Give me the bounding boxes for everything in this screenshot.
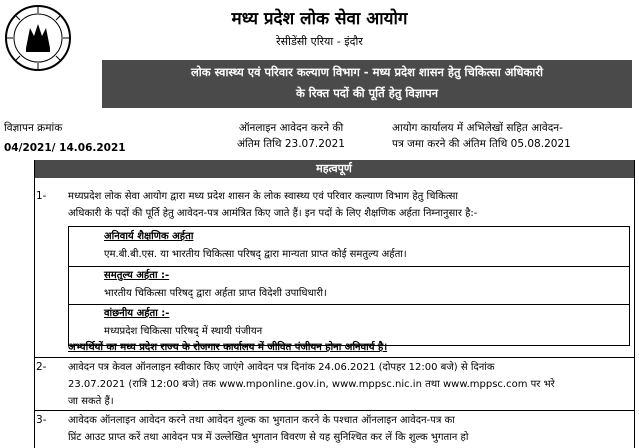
office-deadline <box>392 120 634 152</box>
item-3-line-2: प्रिंट आउट प्राप्त करें तथा आवेदन पत्र में उल्लेखित भुगतान विवरण से यह सुनिश्चित कर लें कि शुल्क भुगतान हो <box>68 432 469 443</box>
item-1-line-1: मध्यप्रदेश लोक सेवा आयोग द्वारा मध्य प्रदेश शासन के लोक स्वास्थ्य एवं परिवार कल्याण विभाग हेतु चिकित्सा <box>68 191 458 202</box>
equivalent-qualification-heading: समतुल्य अर्हता :- <box>104 270 170 281</box>
banner-line-2: के रिक्त पदों की पूर्ति हेतु विज्ञापन <box>295 86 439 100</box>
table-border-right <box>634 160 635 448</box>
item-1-line-2: अधिकारी के पदों की पूर्ति हेतु आवेदन-पत्र आमंत्रित किए जाते हैं। इन पदों के लिए शैक्षणिक अर्हता निम्नानुसार है:- <box>68 208 478 219</box>
item-2-line-2: 23.07.2021 (रात्रि 12:00 बजे) तक www.mponline.gov.in, www.mppsc.nic.in तथा www.mppsc.com पर भरे <box>68 379 555 390</box>
preferred-qualification-text: मध्यप्रदेश चिकित्सा परिषद् में स्थायी पंजीयन <box>104 326 263 337</box>
row-divider-1 <box>34 357 634 358</box>
mandatory-qualification-text: एम.बी.बी.एस. या भारतीय चिकित्सा परिषद् द्वारा मान्यता प्राप्त कोई समतुल्य अर्हता। <box>104 249 407 260</box>
item-2-number: 2- <box>36 361 47 373</box>
online-deadline <box>216 120 366 152</box>
office-deadline-line-2: पत्र जमा करने की अंतिम तिथि 05.08.2021 <box>392 138 571 150</box>
preferred-qualification-heading: वांछनीय अर्हता :- <box>104 308 170 319</box>
adv-number-value: 04/2021/ 14.06.2021 <box>4 142 126 154</box>
item-2-line-1: आवेदन पत्र केवल ऑनलाइन स्वीकार किए जाएंगे आवेदन पत्र दिनांक 24.06.2021 (दोपहर 12:00 बजे) से दिनांक <box>68 362 495 373</box>
item-2-line-3: जा सकते हैं। <box>68 396 114 407</box>
section-heading: महत्वपूर्ण <box>34 160 634 178</box>
adv-number-label: विज्ञापन क्रमांक <box>4 122 63 134</box>
advertisement-banner <box>102 60 632 108</box>
employment-registration-note: अभ्यर्थियों का मध्य प्रदेश राज्य के रोजगार कार्यालय में जीवित पंजीयन होना अनिवार्य है। <box>68 342 388 353</box>
equivalent-qualification-text: भारतीय चिकित्सा परिषद् द्वारा अर्हता प्राप्त विदेशी उपाधिधारी। <box>104 288 327 299</box>
office-deadline-line-1: आयोग कार्यालय में अभिलेखों सहित आवेदन- <box>392 122 563 134</box>
banner-line-1: लोक स्वास्थ्य एवं परिवार कल्याण विभाग - मध्य प्रदेश शासन हेतु चिकित्सा अधिकारी <box>190 65 544 79</box>
item-2-text <box>68 359 628 410</box>
item-3-line-1: आवेदक ऑनलाइन आवेदन करने तथा आवेदन शुल्क का भुगतान करने के पश्चात ऑनलाइन आवेदन-पत्र का <box>68 415 455 426</box>
online-deadline-line-1: ऑनलाइन आवेदन करने की <box>238 122 344 134</box>
item-1-number: 1- <box>36 190 47 202</box>
row-divider-2 <box>34 410 634 411</box>
mandatory-qualification-heading: अनिवार्य शैक्षणिक अर्हता <box>104 231 194 242</box>
item-3-number: 3- <box>36 414 47 426</box>
online-deadline-line-2: अंतिम तिथि 23.07.2021 <box>237 138 345 150</box>
item-1-text <box>68 188 628 222</box>
table-border-left <box>34 160 35 448</box>
item-3-text <box>68 412 628 446</box>
page-subtitle: रेसीडेंसी एरिया - इंदौर <box>276 35 363 48</box>
page-title: मध्य प्रदेश लोक सेवा आयोग <box>231 9 408 29</box>
